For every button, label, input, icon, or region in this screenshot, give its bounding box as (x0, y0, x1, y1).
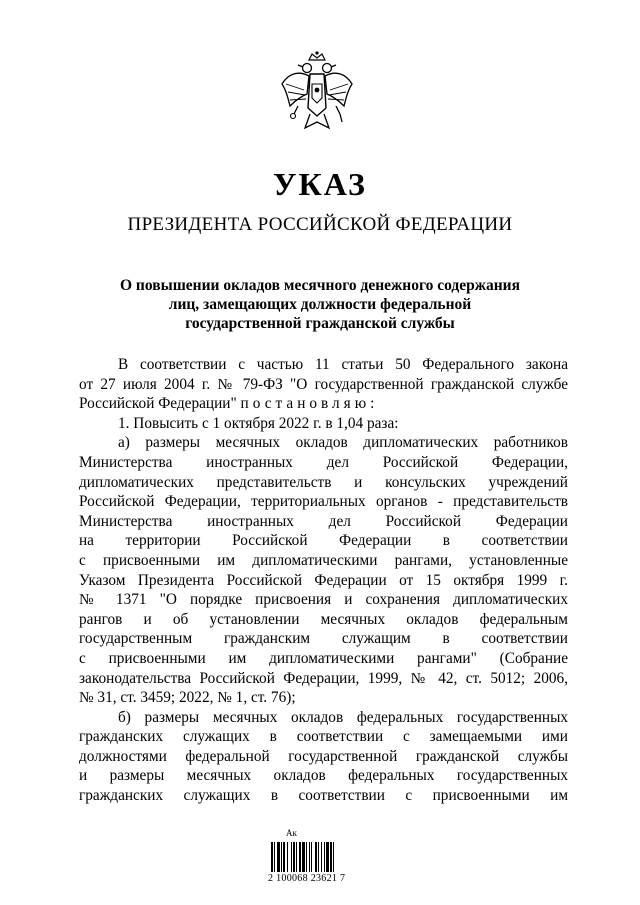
body-line (79, 394, 568, 414)
decree-heading (80, 276, 560, 333)
item-a-line: государственным гражданским служащим в соответствии (79, 630, 568, 648)
barcode-bar (315, 842, 317, 872)
barcode-bar (302, 842, 305, 872)
barcode-bar (277, 842, 280, 872)
barcode-mark: Ак (286, 828, 297, 838)
barcode-bar (299, 842, 301, 872)
barcode-number: 2 100068 23621 7 (268, 873, 346, 884)
item-b-line: должностями федеральной государственной гражданской службы (79, 747, 568, 765)
item-b-line: и размеры месячных окладов федеральных государственных (79, 767, 568, 785)
item-a-line: дипломатических представительств и консульских учреждений (79, 473, 568, 491)
barcode-bar (318, 842, 319, 872)
barcode-block (268, 828, 368, 884)
body-text: Российской Федерации" (79, 395, 241, 413)
body-line: В соответствии с частью 11 статьи 50 Федерального закона (118, 356, 568, 373)
item-a-line: с присвоенными им дипломатическими рангами" (Собрание (79, 649, 568, 667)
barcode-bar (326, 842, 329, 872)
barcode-bar (296, 842, 297, 872)
item-a-line: на территории Российской Федерации в соответствии (79, 532, 568, 550)
barcode-bar (271, 842, 273, 872)
barcode-bar (274, 842, 275, 872)
item-a-line: с присвоенными им дипломатическими рангами, установленные (79, 551, 568, 569)
item-a-line: № 1371 "О порядке присвоения и сохранения дипломатических (79, 591, 568, 609)
barcode-bar (283, 842, 285, 872)
item-a-line: Указом Президента Российской Федерации от 15 октября 1999 г. (79, 571, 568, 589)
body-line: от 27 июля 2004 г. № 79-ФЗ "О государственной гражданской службе (79, 375, 568, 393)
heading-line: государственной гражданской службы (185, 315, 455, 332)
item-a-line: Российской Федерации, территориальных органов - представительств (79, 493, 568, 511)
decree-body (79, 355, 568, 806)
coat-of-arms-emblem-icon (276, 50, 358, 142)
item-a-line: Министерства иностранных дел Российской Федерации, (79, 453, 568, 471)
barcode-bar (281, 842, 282, 872)
barcode-icon (271, 842, 363, 872)
item-1: 1. Повысить с 1 октября 2022 г. в 1,04 раза: (118, 414, 399, 432)
barcode-bar (306, 842, 307, 872)
heading-line: О повышении окладов месячного денежного содержания (120, 277, 520, 294)
resolution-word: постановляю: (240, 395, 379, 413)
heading-line: лиц, замещающих должности федеральной (168, 296, 472, 313)
barcode-bar (324, 842, 325, 872)
barcode-bar (333, 842, 334, 872)
barcode-bar (287, 842, 288, 872)
barcode-bar (309, 842, 310, 872)
item-a-line: а) размеры месячных окладов дипломатических работников (118, 434, 568, 452)
barcode-bar (293, 842, 295, 872)
item-a-line: рангов и об установлении месячных окладов федеральным (79, 610, 568, 628)
item-b-line: гражданских служащих в соответствии с присвоенными им (79, 787, 568, 805)
barcode-bar (291, 842, 292, 872)
document-title: УКАЗ (273, 166, 367, 202)
item-a-line: Министерства иностранных дел Российской Федерации (79, 512, 568, 530)
item-b-line: гражданских служащих в соответствии с замещаемыми ими (79, 728, 568, 746)
barcode-bar (330, 842, 332, 872)
item-a-line: № 31, ст. 3459; 2022, № 1, ст. 76); (79, 689, 296, 707)
document-subtitle: ПРЕЗИДЕНТА РОССИЙСКОЙ ФЕДЕРАЦИИ (127, 214, 513, 235)
barcode-bar (321, 842, 322, 872)
item-b-line: б) размеры месячных окладов федеральных государственных (118, 708, 568, 726)
barcode-bar (311, 842, 312, 872)
item-a-line: законодательства Российской Федерации, 1999, № 42, ст. 5012; 2006, (79, 669, 568, 687)
